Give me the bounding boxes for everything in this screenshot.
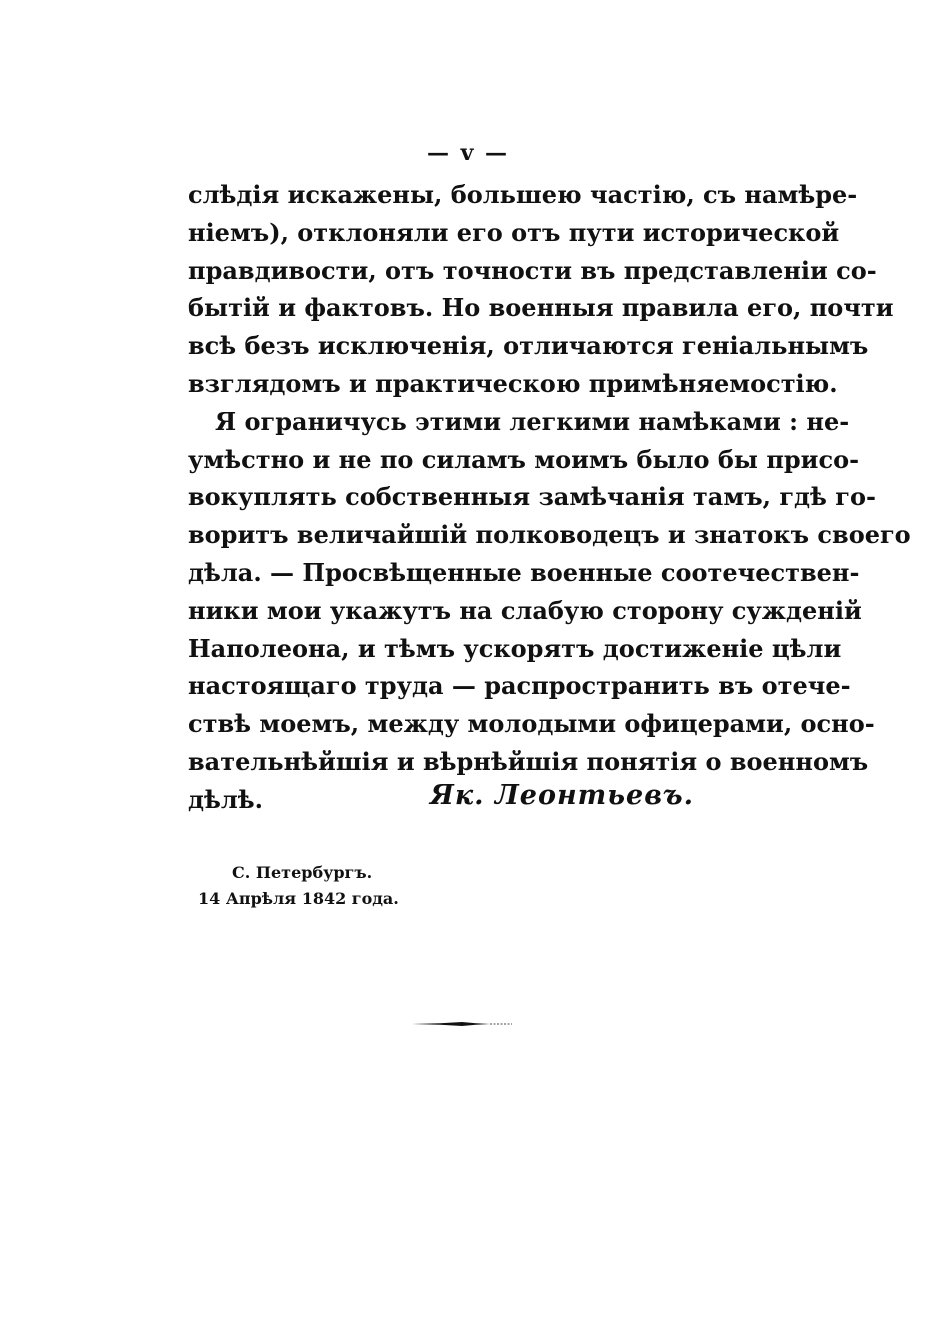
text-line: ники мои укажутъ на слабую сторону сужденій bbox=[188, 595, 862, 625]
text-line: дѣла. — Просвѣщенные военные соотечествен- bbox=[188, 557, 860, 587]
text-line: бытій и фактовъ. Но военныя правила его, почти bbox=[188, 293, 894, 323]
date-line: 14 Апрѣля 1842 года. bbox=[198, 889, 399, 908]
author-signature: Як. Леонтьевъ. bbox=[430, 780, 694, 811]
text-line: умѣстно и не по силамъ моимъ было бы присо- bbox=[188, 444, 860, 474]
text-line: Я ограничусь этими легкими намѣками : не- bbox=[215, 406, 850, 436]
text-line: слѣдія искажены, большею частію, съ намѣре- bbox=[188, 180, 858, 209]
text-line: Наполеона, и тѣмъ ускорятъ достиженіе цѣли bbox=[188, 633, 842, 663]
text-line: ствѣ моемъ, между молодыми офицерами, осно- bbox=[188, 709, 875, 739]
text-line: ніемъ), отклоняли его отъ пути исторической bbox=[188, 217, 840, 247]
text-line: взглядомъ и практическою примѣняемостію. bbox=[188, 368, 838, 398]
body-text bbox=[188, 176, 911, 819]
page-number: — v — bbox=[426, 140, 510, 166]
text-line: воритъ величайшій полководецъ и знатокъ своего bbox=[188, 520, 911, 550]
text-line: дѣлѣ. bbox=[188, 784, 264, 814]
text-line: всѣ безъ исключенія, отличаются геніальнымъ bbox=[188, 331, 869, 361]
ornament-divider-icon bbox=[410, 1019, 514, 1029]
text-line: правдивости, отъ точности въ представленіи со- bbox=[188, 255, 877, 285]
text-line: вательнѣйшія и вѣрнѣйшія понятія о военномъ bbox=[188, 746, 869, 776]
place-line: С. Петербургъ. bbox=[232, 863, 373, 882]
text-line: вокуплять собственныя замѣчанія тамъ, гдѣ го- bbox=[188, 482, 876, 512]
place-date bbox=[198, 860, 399, 912]
text-line: настоящаго труда — распространить въ отече- bbox=[188, 671, 851, 701]
